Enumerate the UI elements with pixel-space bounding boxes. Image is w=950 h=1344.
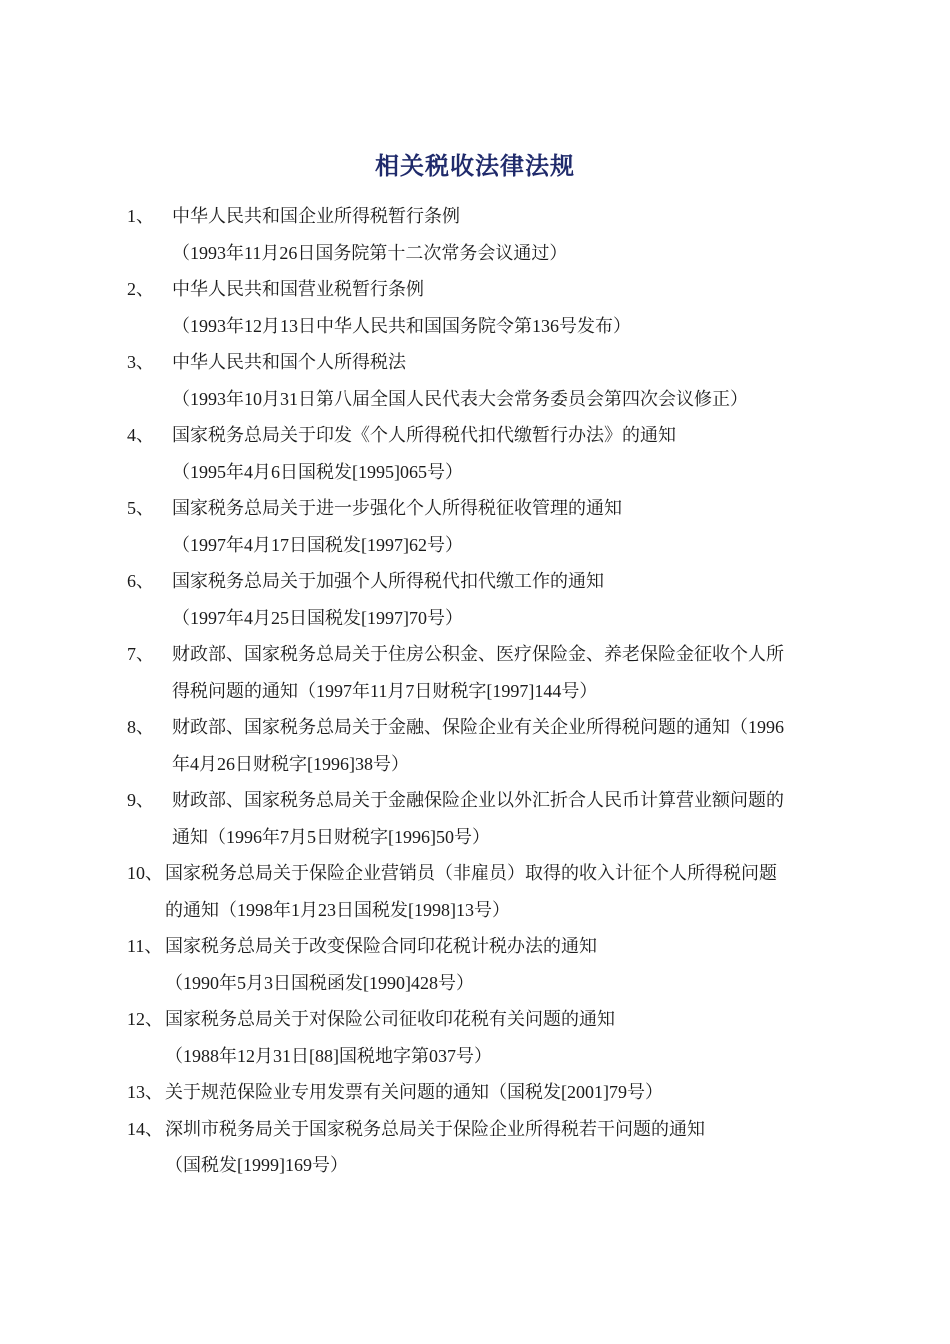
list-item-number: 6、 — [127, 571, 154, 591]
list-item-row — [127, 198, 837, 235]
list-item-row — [127, 1111, 837, 1148]
list-item-detail: （1988年12月31日[88]国税地字第037号） — [165, 1045, 492, 1066]
list-item — [127, 271, 837, 344]
list-item — [127, 1111, 837, 1184]
list-item-number: 3、 — [127, 352, 154, 372]
list-item-number: 12、 — [127, 1009, 163, 1029]
list-item-number: 10、 — [127, 863, 163, 883]
list-item-row — [127, 782, 837, 819]
list-item-number: 1、 — [127, 206, 154, 226]
list-item-title: 财政部、国家税务总局关于住房公积金、医疗保险金、养老保险金征收个人所 — [172, 644, 784, 664]
list-item-number: 11、 — [127, 936, 163, 956]
list-item-row — [127, 855, 837, 892]
list-item-row — [127, 344, 837, 381]
list-item-number: 13、 — [127, 1082, 163, 1102]
list-item-number: 5、 — [127, 498, 154, 518]
list-item-title: 国家税务总局关于改变保险合同印花税计税办法的通知 — [165, 936, 597, 956]
list-item-detail: （国税发[1999]169号） — [165, 1155, 348, 1175]
list-item — [127, 490, 837, 563]
list-item-title: 国家税务总局关于印发《个人所得税代扣代缴暂行办法》的通知 — [172, 425, 676, 445]
list-item-detail: 年4月26日财税字[1996]38号） — [172, 753, 409, 774]
list-item-title: 中华人民共和国企业所得税暂行条例 — [172, 206, 460, 226]
list-item-row — [127, 563, 837, 600]
list-item-title: 中华人民共和国个人所得税法 — [172, 352, 406, 372]
regulation-list — [127, 198, 837, 1184]
list-item-detail: （1995年4月6日国税发[1995]065号） — [172, 461, 463, 482]
list-item-number: 2、 — [127, 279, 154, 299]
list-item — [127, 344, 837, 417]
page-title: 相关税收法律法规 — [375, 154, 575, 180]
list-item-number: 14、 — [127, 1118, 163, 1139]
list-item — [127, 782, 837, 855]
list-item-detail: （1993年12月13日中华人民共和国国务院令第136号发布） — [172, 315, 631, 336]
list-item-row — [127, 271, 837, 308]
list-item-row — [127, 636, 837, 673]
list-item-row — [127, 1074, 837, 1111]
list-item-title: 国家税务总局关于对保险公司征收印花税有关问题的通知 — [165, 1009, 615, 1029]
list-item-number: 7、 — [127, 644, 154, 664]
list-item-number: 8、 — [127, 717, 154, 737]
list-item — [127, 417, 837, 490]
list-item-detail: （1997年4月25日国税发[1997]70号） — [172, 607, 463, 628]
list-item-title: 深圳市税务局关于国家税务总局关于保险企业所得税若干问题的通知 — [165, 1118, 705, 1139]
list-item — [127, 928, 837, 1001]
list-item-title: 中华人民共和国营业税暂行条例 — [172, 279, 424, 299]
list-item-row — [127, 928, 837, 965]
list-item-detail: （1993年11月26日国务院第十二次常务会议通过） — [172, 242, 568, 263]
list-item-detail: 通知（1996年7月5日财税字[1996]50号） — [172, 826, 490, 847]
list-item — [127, 198, 837, 271]
list-item-row — [127, 1001, 837, 1038]
list-item — [127, 1074, 837, 1111]
list-item — [127, 563, 837, 636]
list-item — [127, 636, 837, 709]
list-item-row — [127, 709, 837, 746]
list-item — [127, 709, 837, 782]
list-item-detail: 得税问题的通知（1997年11月7日财税字[1997]144号） — [172, 680, 598, 701]
list-item-title: 财政部、国家税务总局关于金融保险企业以外汇折合人民币计算营业额问题的 — [172, 790, 784, 810]
list-item-detail: （1990年5月3日国税函发[1990]428号） — [165, 972, 474, 993]
list-item-row — [127, 417, 837, 454]
list-item — [127, 1001, 837, 1074]
list-item-row — [127, 490, 837, 527]
list-item-detail: （1993年10月31日第八届全国人民代表大会常务委员会第四次会议修正） — [172, 388, 748, 409]
list-item-title: 财政部、国家税务总局关于金融、保险企业有关企业所得税问题的通知（1996 — [172, 717, 784, 737]
list-item-detail: （1997年4月17日国税发[1997]62号） — [172, 534, 463, 555]
list-item — [127, 855, 837, 928]
list-item-title: 国家税务总局关于加强个人所得税代扣代缴工作的通知 — [172, 571, 604, 591]
list-item-detail: 的通知（1998年1月23日国税发[1998]13号） — [165, 899, 510, 920]
list-item-title: 关于规范保险业专用发票有关问题的通知（国税发[2001]79号） — [165, 1082, 663, 1102]
list-item-number: 9、 — [127, 790, 154, 810]
list-item-number: 4、 — [127, 425, 154, 445]
list-item-title: 国家税务总局关于保险企业营销员（非雇员）取得的收入计征个人所得税问题 — [165, 863, 777, 883]
list-item-title: 国家税务总局关于进一步强化个人所得税征收管理的通知 — [172, 498, 622, 518]
